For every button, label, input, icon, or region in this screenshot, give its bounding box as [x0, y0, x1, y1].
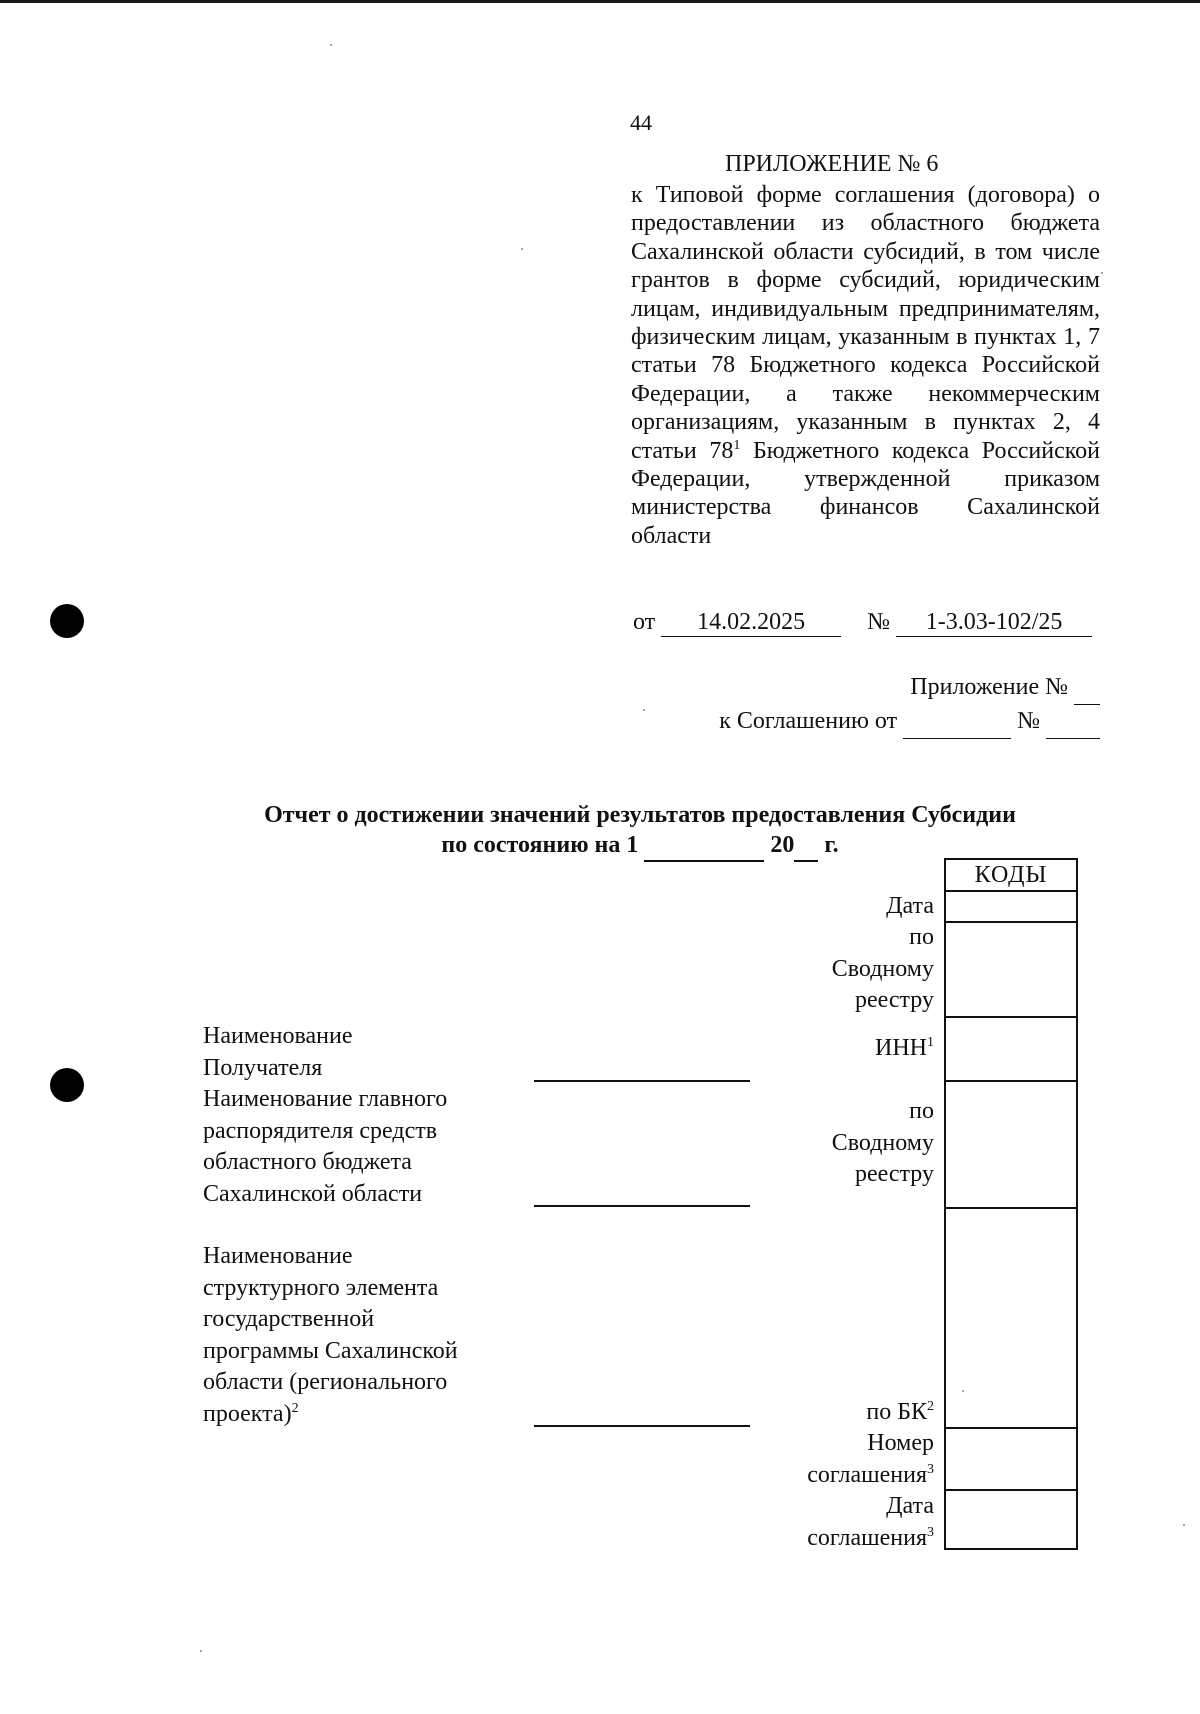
page-number: 44	[630, 110, 652, 135]
label-grbs-2: распорядителя средств	[203, 1117, 438, 1144]
codes-row-divider	[946, 1080, 1076, 1082]
label-agreement-number	[807, 1428, 934, 1491]
report-year-prefix: 20	[770, 832, 795, 858]
codes-row-divider	[946, 1016, 1076, 1018]
report-year-blank	[794, 830, 818, 862]
agreement-date-blank	[903, 705, 1011, 739]
label-grbs-name	[203, 1084, 503, 1210]
label-se-5: области (регионального	[203, 1369, 448, 1395]
annex-body-sup: 1	[733, 437, 741, 453]
label-svodny-1-reestr: реестру	[854, 987, 934, 1013]
report-date-prefix: по состоянию на 1	[441, 832, 639, 858]
label-inn-sup: 1	[927, 1035, 934, 1050]
label-agreement-date	[807, 1491, 934, 1554]
appendix-reference	[719, 671, 1100, 739]
label-recipient-1: Наименование	[203, 1023, 353, 1049]
label-bk-text: по БК	[866, 1399, 927, 1425]
punch-hole-top	[50, 604, 84, 638]
report-title-line1: Отчет о достижении значений результатов предоставления Субсидии	[264, 802, 1016, 828]
report-year-suffix: г.	[824, 832, 839, 858]
structural-element-fill-line[interactable]	[534, 1425, 750, 1427]
label-svodny-1-po: по	[909, 924, 934, 950]
appendix-ref-line1	[719, 671, 1100, 705]
scan-speck	[330, 44, 332, 46]
punch-hole-bottom	[50, 1068, 84, 1102]
scan-speck	[200, 1650, 202, 1652]
report-month-blank	[644, 830, 764, 862]
label-se-1: Наименование	[203, 1243, 353, 1269]
codes-header: КОДЫ	[974, 862, 1048, 888]
annex-body-text: к Типовой форме соглашения (договора) о предоставлении из областного бюджета Сахалинской области субсидий, в том числе грантов в форме субсидий, юридическим лицам, индивидуальным предпринимателям, физическим лицам, указанным в пунктах 1, 7 статьи 78 Бюджетного кодекса Российской Федерации, а также некоммерческим организациям, указанным в пунктах 2, 4 статьи 78	[631, 182, 1100, 464]
label-se-4: программы Сахалинской	[203, 1337, 458, 1364]
scan-speck	[1101, 272, 1103, 274]
label-svodny-1-svod: Сводному	[831, 955, 934, 982]
recipient-fill-line[interactable]	[534, 1080, 750, 1082]
label-agreement-number-1: Номер	[867, 1430, 934, 1456]
appendix-label: Приложение №	[910, 674, 1068, 700]
label-se-2: структурного элемента	[203, 1274, 439, 1301]
order-prefix: от	[633, 609, 656, 635]
label-se-3: государственной	[203, 1306, 375, 1332]
label-svodny-2-svod: Сводному	[831, 1129, 934, 1156]
label-recipient-2: Получателя	[203, 1054, 323, 1081]
label-svodny-reestr-1	[832, 922, 934, 1017]
scan-speck	[643, 709, 645, 711]
label-bk-sup: 2	[927, 1399, 934, 1414]
codes-table	[944, 858, 1078, 1550]
agreement-no-label: №	[1017, 708, 1040, 734]
label-grbs-1: Наименование главного	[203, 1086, 448, 1112]
label-agreement-number-2: соглашения	[807, 1461, 927, 1488]
label-svodny-2-reestr: реестру	[854, 1161, 934, 1187]
label-grbs-4: Сахалинской области	[203, 1180, 423, 1207]
label-bk	[866, 1397, 934, 1429]
codes-row-divider	[946, 1207, 1076, 1209]
annex-title: ПРИЛОЖЕНИЕ № 6	[725, 151, 939, 177]
order-date: 14.02.2025	[661, 609, 841, 637]
label-inn	[875, 1033, 934, 1065]
label-agreement-date-sup: 3	[927, 1524, 934, 1540]
label-agreement-date-2: соглашения	[807, 1524, 927, 1551]
order-line	[633, 609, 1100, 637]
label-se-6: проекта)	[203, 1400, 292, 1427]
appendix-number-blank	[1074, 671, 1100, 705]
label-grbs-3: областного бюджета	[203, 1149, 412, 1175]
order-no-label: №	[867, 609, 891, 635]
label-agreement-number-sup: 3	[927, 1461, 934, 1477]
annex-body-tail: Бюджетного кодекса Российской Федерации, утвержденной приказом министерства финансов Сахалинской области	[631, 437, 1100, 549]
grbs-fill-line[interactable]	[534, 1205, 750, 1207]
label-svodny-reestr-2	[832, 1096, 934, 1191]
label-date: Дата	[886, 893, 934, 919]
report-title	[150, 800, 1130, 862]
codes-row-divider	[946, 890, 1076, 892]
scan-top-edge	[0, 0, 1200, 3]
label-inn-text: ИНН	[875, 1035, 927, 1061]
label-recipient-name	[203, 1021, 503, 1084]
label-agreement-date-1: Дата	[886, 1493, 934, 1519]
label-structural-element	[203, 1241, 503, 1430]
agreement-from-label: к Соглашению от	[719, 708, 898, 734]
codes-row-divider	[946, 1427, 1076, 1429]
label-se-sup: 2	[291, 1400, 299, 1416]
scan-speck	[1183, 1524, 1185, 1526]
codes-row-divider	[946, 921, 1076, 923]
annex-body	[631, 181, 1100, 550]
agreement-number-blank	[1046, 705, 1100, 739]
order-number: 1-3.03-102/25	[896, 609, 1092, 637]
scan-speck	[962, 1390, 964, 1392]
appendix-ref-line2	[719, 705, 1100, 739]
codes-row-divider	[946, 1489, 1076, 1491]
scan-speck	[521, 248, 523, 250]
label-svodny-2-po: по	[909, 1098, 934, 1124]
